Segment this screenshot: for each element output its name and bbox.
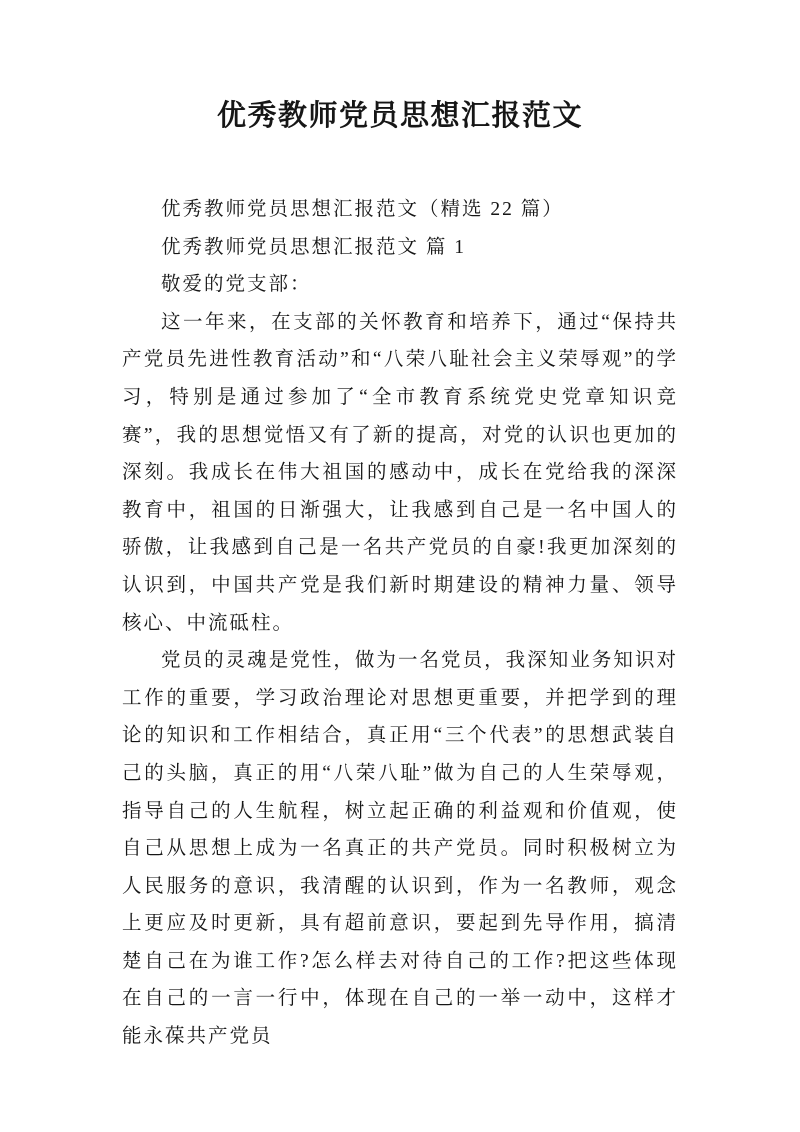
body-paragraph-1: 这一年来，在支部的关怀教育和培养下，通过“保持共产党员先进性教育活动”和“八荣八耻社会主义荣辱观”的学习，特别是通过参加了“全市教育系统党史党章知识竞赛”，我的思想觉悟又有了新的提高，对党的认识也更加的深刻。我成长在伟大祖国的感动中，成长在党给我的深深教育中，祖国的日渐强大，让我感到自己是一名中国人的骄傲，让我感到自己是一名共产党员的自豪!我更加深刻的认识到，中国共产党是我们新时期建设的精神力量、领导核心、中流砥柱。 — [122, 311, 678, 634]
collection-heading: 优秀教师党员思想汇报范文（精选 22 篇） — [161, 199, 564, 220]
document-body — [122, 191, 678, 1056]
salutation: 敬爱的党支部： — [161, 274, 312, 296]
section-heading: 优秀教师党员思想汇报范文 篇 1 — [161, 236, 467, 258]
document-title: 优秀教师党员思想汇报范文 — [216, 100, 583, 132]
body-paragraph-2: 党员的灵魂是党性，做为一名党员，我深知业务知识对工作的重要，学习政治理论对思想更重要，并把学到的理论的知识和工作相结合，真正用“三个代表”的思想武装自己的头脑，真正的用“八荣八耻”做为自己的人生荣辱观，指导自己的人生航程，树立起正确的利益观和价值观，使自己从思想上成为一名真正的共产党员。同时积极树立为人民服务的意识，我清醒的认识到，作为一名教师，观念上更应及时更新，具有超前意识，要起到先导作用，搞清楚自己在为谁工作?怎么样去对待自己的工作?把这些体现在自己的一言一行中，体现在自己的一举一动中，这样才能永葆共产党员 — [122, 650, 678, 1048]
